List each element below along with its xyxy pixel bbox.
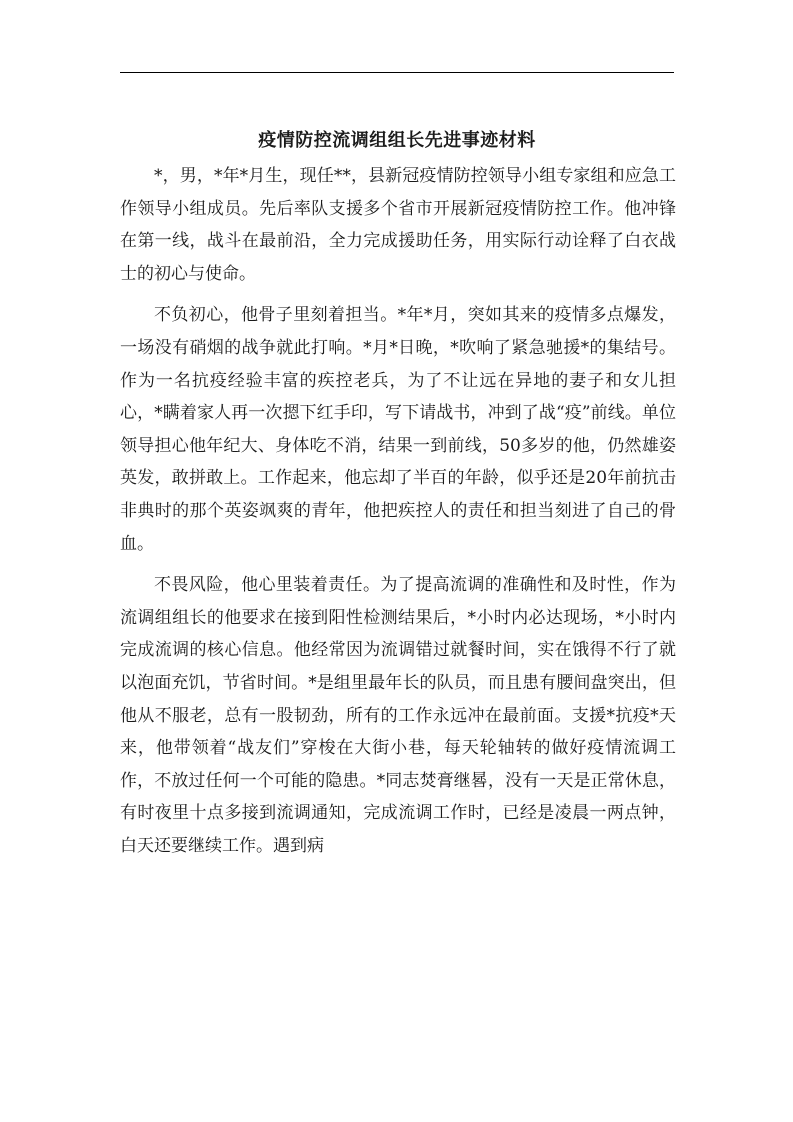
document-body xyxy=(120,160,676,871)
header-rule xyxy=(120,72,674,73)
paragraph-commitment: 不负初心，他骨子里刻着担当。*年*月，突如其来的疫情多点爆发，一场没有硝烟的战争就此打响。*月*日晚，*吹响了紧急驰援*的集结号。作为一名抗疫经验丰富的疾控老兵，为了不让远在异地的妻子和女儿担心，*瞒着家人再一次摁下红手印，写下请战书，冲到了战“疫”前线。单位领导担心他年纪大、身体吃不消，结果一到前线，50多岁的他，仍然雄姿英发，敢拼敢上。工作起来，他忘却了半百的年龄，似乎还是20年前抗击非典时的那个英姿飒爽的青年，他把疾控人的责任和担当刻进了自己的骨血。 xyxy=(120,305,676,554)
document-title: 疫情防控流调组组长先进事迹材料 xyxy=(258,130,536,151)
paragraph-intro: *，男，*年*月生，现任**，县新冠疫情防控领导小组专家组和应急工作领导小组成员。先后率队支援多个省市开展新冠疫情防控工作。他冲锋在第一线，战斗在最前沿，全力完成援助任务，用实际行动诠释了白衣战士的初心与使命。 xyxy=(120,166,676,284)
paragraph-responsibility: 不畏风险，他心里装着责任。为了提高流调的准确性和及时性，作为流调组组长的他要求在接到阳性检测结果后，*小时内必达现场，*小时内完成流调的核心信息。他经常因为流调错过就餐时间，实在饿得不行了就以泡面充饥，节省时间。*是组里最年长的队员，而且患有腰间盘突出，但他从不服老，总有一股韧劲，所有的工作永远冲在最前面。支援*抗疫*天来，他带领着“战友们”穿梭在大街小巷，每天轮轴转的做好疫情流调工作，不放过任何一个可能的隐患。*同志焚膏继晷，没有一天是正常休息，有时夜里十点多接到流调通知，完成流调工作时，已经是凌晨一两点钟，白天还要继续工作。遇到病 xyxy=(120,575,676,856)
